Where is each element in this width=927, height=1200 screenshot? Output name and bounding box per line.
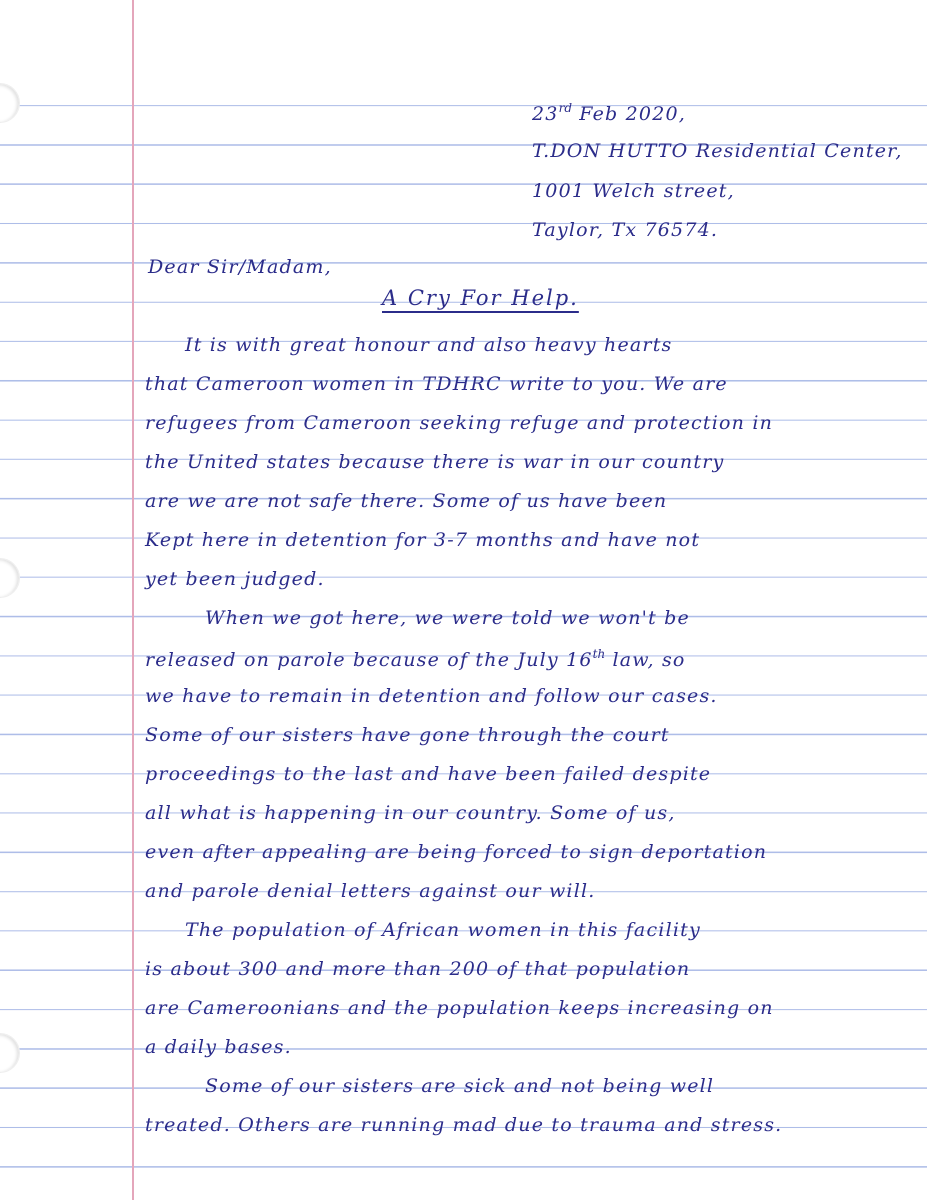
paragraph-line: The population of African women in this facility [185, 919, 701, 941]
paragraph-line: When we got here, we were told we won't be [205, 607, 690, 629]
paragraph-line [145, 648, 686, 670]
ordinal-suffix: th [592, 647, 606, 661]
paragraph-line: are we are not safe there. Some of us have been [145, 490, 668, 512]
paragraph-line: Some of our sisters are sick and not being well [205, 1075, 715, 1097]
date-suffix: rd [558, 101, 572, 115]
address-line: 1001 Welch street, [532, 180, 735, 202]
paragraph-line: is about 300 and more than 200 of that population [145, 958, 691, 980]
text-run: released on parole because of the July 16 [145, 649, 593, 671]
paragraph-line: Some of our sisters have gone through the court [145, 724, 670, 746]
date-rest: Feb 2020, [572, 103, 687, 125]
paragraph-line: refugees from Cameroon seeking refuge and protection in [145, 412, 774, 434]
address-line: Taylor, Tx 76574. [532, 219, 719, 241]
paragraph-line: we have to remain in detention and follow our cases. [145, 685, 718, 707]
paragraph-line: yet been judged. [145, 568, 325, 590]
paragraph-line: the United states because there is war in our country [145, 451, 725, 473]
letter-title: A Cry For Help. [382, 286, 579, 310]
paragraph-line: are Cameroonians and the population keeps increasing on [145, 997, 774, 1019]
paragraph-line: Kept here in detention for 3-7 months and have not [145, 529, 701, 551]
page-header-space [0, 0, 927, 104]
letter-title-wrap [382, 288, 579, 309]
text-run: law, so [605, 649, 686, 671]
date-day: 23 [532, 103, 559, 125]
paragraph-line: that Cameroon women in TDHRC write to you. We are [145, 373, 728, 395]
paragraph-line: even after appealing are being forced to sign deportation [145, 841, 768, 863]
binder-hole [0, 558, 20, 598]
paragraph-line: and parole denial letters against our will. [145, 880, 596, 902]
salutation: Dear Sir/Madam, [148, 256, 332, 278]
paragraph-line: proceedings to the last and have been failed despite [145, 763, 712, 785]
paragraph-line: treated. Others are running mad due to trauma and stress. [145, 1114, 783, 1136]
address-line: T.DON HUTTO Residential Center, [532, 140, 903, 162]
margin-line [132, 0, 134, 1200]
letter-date [532, 102, 686, 124]
paragraph-line: all what is happening in our country. Some of us, [145, 802, 676, 824]
binder-hole [0, 1033, 20, 1073]
paragraph-line: a daily bases. [145, 1036, 292, 1058]
paragraph-line: It is with great honour and also heavy hearts [185, 334, 673, 356]
